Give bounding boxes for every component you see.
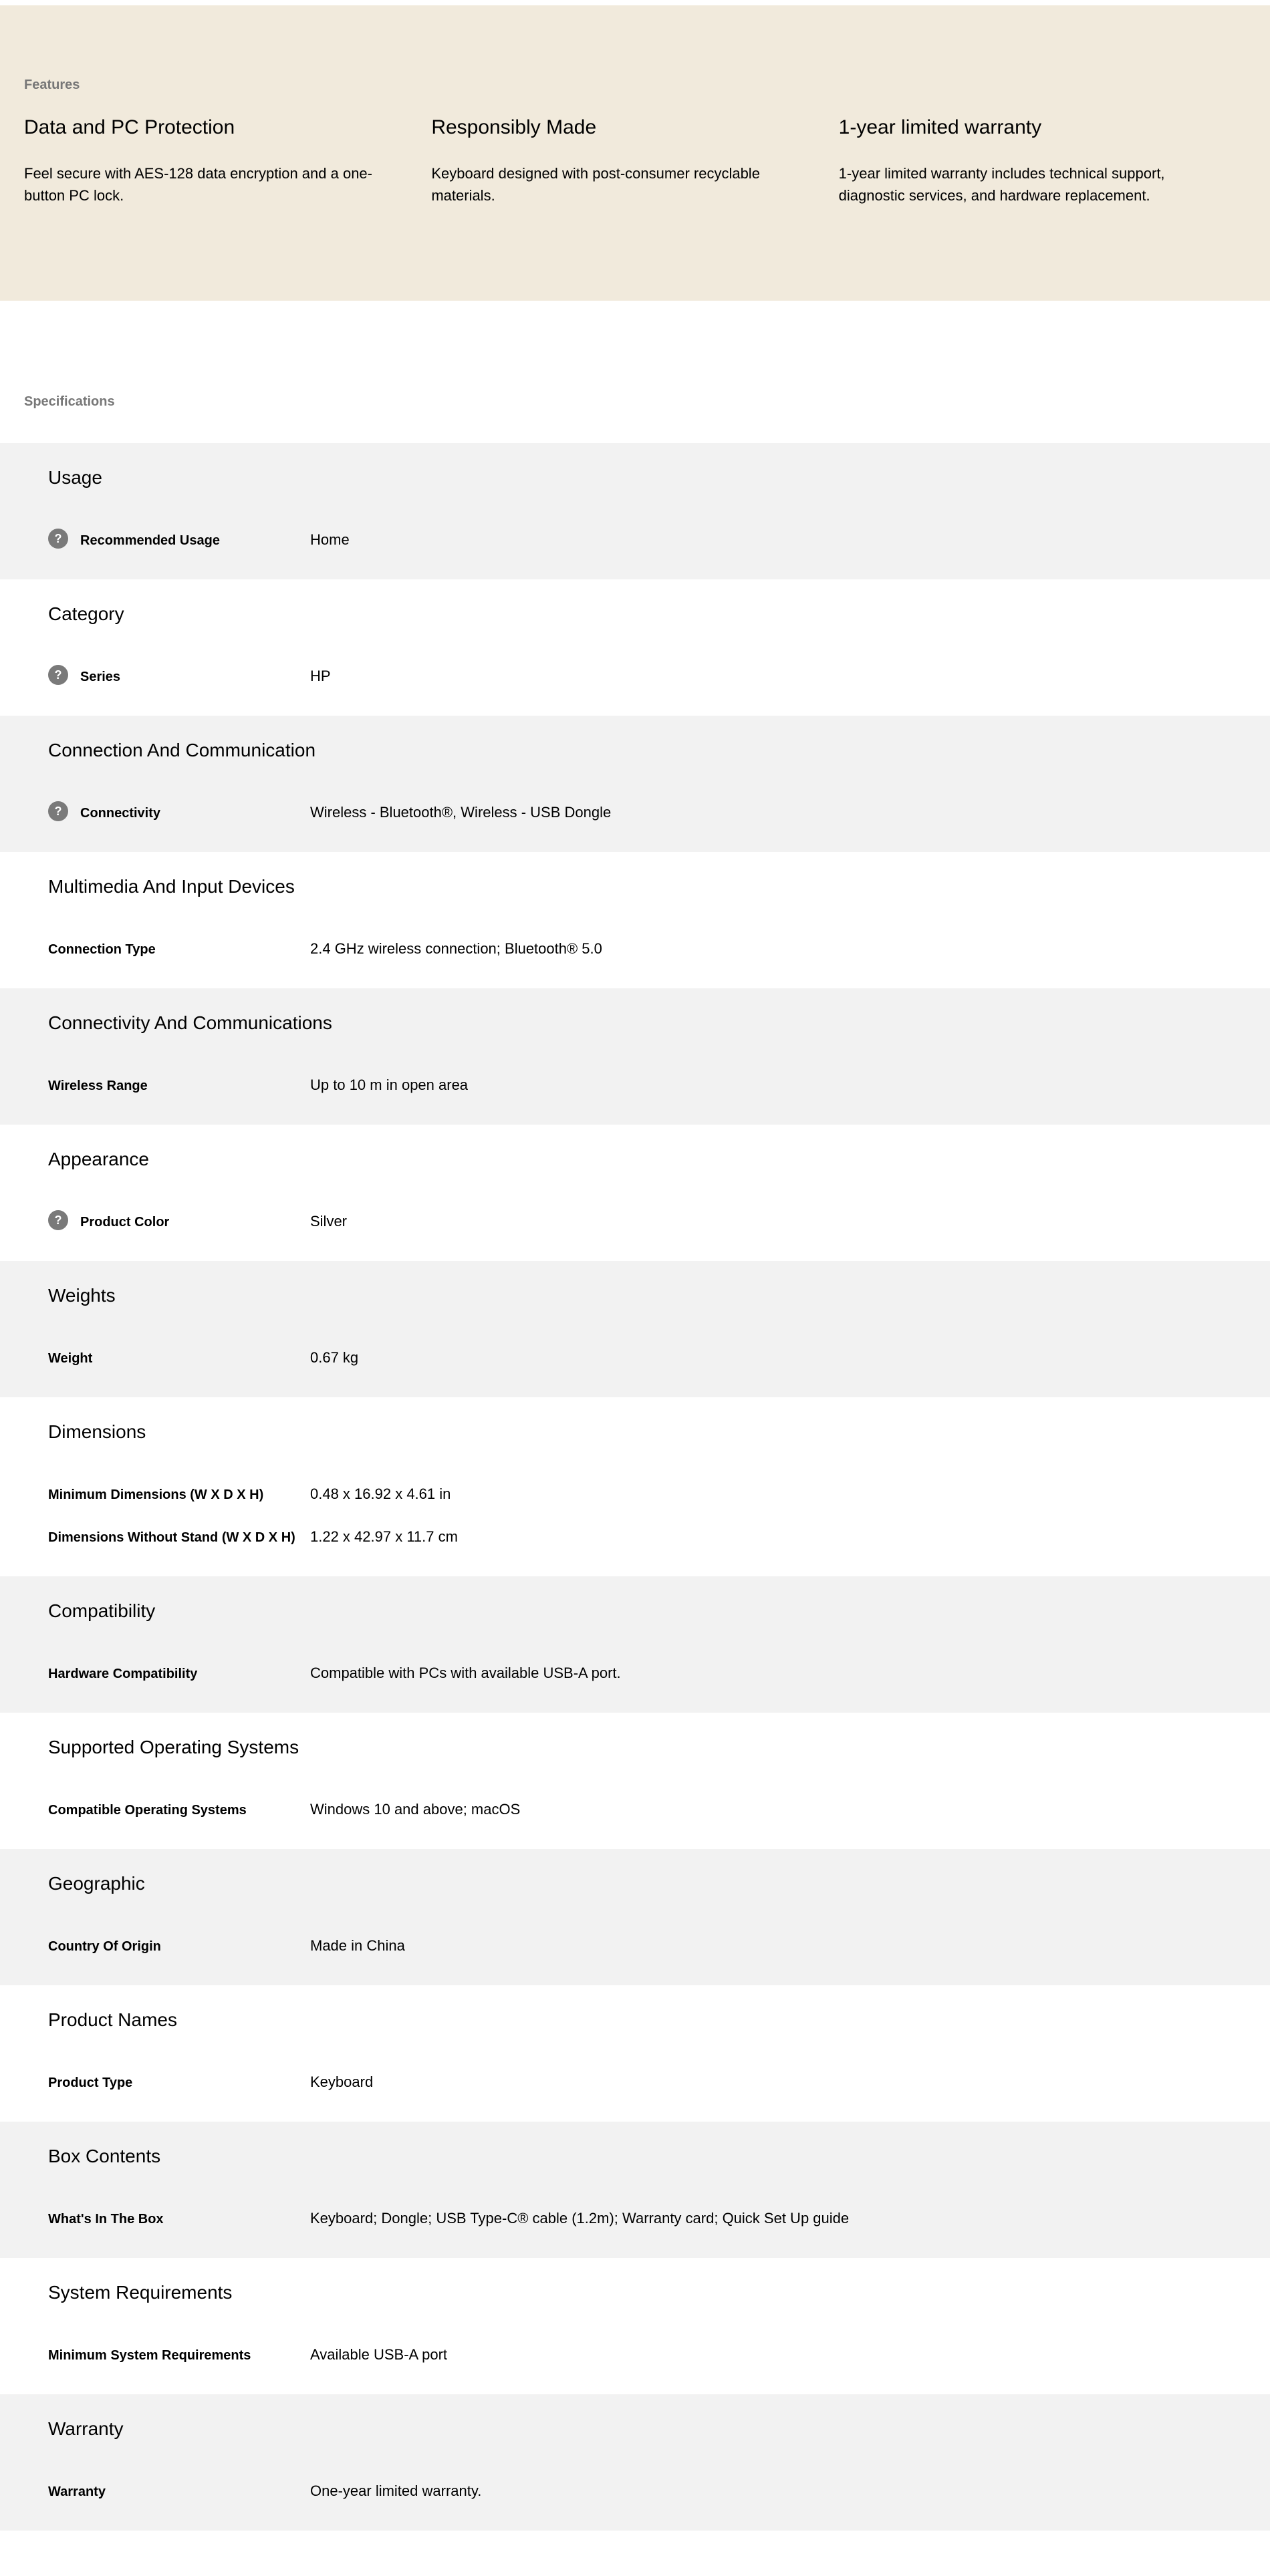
spec-label-cell xyxy=(48,2481,310,2502)
spec-group-title: Connectivity And Communications xyxy=(48,1012,332,1033)
spec-label-cell xyxy=(48,2345,310,2366)
spec-label: Series xyxy=(80,670,121,684)
spec-label: Weight xyxy=(48,1351,93,1366)
spec-rows xyxy=(48,1308,1270,1397)
spec-value: Keyboard; Dongle; USB Type-C® cable (1.2m); Warranty card; Quick Set Up guide xyxy=(310,2210,850,2227)
spec-group xyxy=(0,1713,1270,1849)
top-spacer xyxy=(0,0,1270,5)
spec-label: Dimensions Without Stand (W X D X H) xyxy=(48,1530,295,1545)
spec-group-title: Compatibility xyxy=(48,1600,156,1621)
spec-rows xyxy=(48,1623,1270,1713)
spec-rows xyxy=(48,762,1270,852)
spec-group xyxy=(0,852,1270,988)
spec-group-title: System Requirements xyxy=(48,2282,233,2303)
spec-label: Recommended Usage xyxy=(80,533,220,548)
spec-group-title: Warranty xyxy=(48,2418,124,2439)
spec-value: Keyboard xyxy=(310,2073,374,2090)
spec-group xyxy=(0,1849,1270,1985)
feature-text: Feel secure with AES-128 data encryption and a one-button PC lock. xyxy=(24,165,372,204)
spec-value: Silver xyxy=(310,1213,348,1230)
spec-group xyxy=(0,2258,1270,2394)
spec-label-cell xyxy=(48,1800,310,1821)
spec-group xyxy=(0,1576,1270,1713)
spec-rows xyxy=(48,2305,1270,2394)
spec-label: Product Color xyxy=(80,1215,170,1230)
spec-rows xyxy=(48,2168,1270,2258)
spec-value: Windows 10 and above; macOS xyxy=(310,1801,521,1818)
spec-label: Wireless Range xyxy=(48,1079,148,1093)
feature-text: 1-year limited warranty includes technical support, diagnostic services, and hardware replacement. xyxy=(838,165,1165,204)
spec-label-cell xyxy=(48,803,310,824)
spec-rows xyxy=(48,1171,1270,1261)
spec-value: Home xyxy=(310,531,350,548)
spec-group-title: Appearance xyxy=(48,1149,150,1169)
spec-value: HP xyxy=(310,668,331,684)
spec-row xyxy=(48,1075,1270,1097)
spec-label-cell xyxy=(48,2208,310,2230)
spec-row xyxy=(48,1484,1270,1506)
spec-label: Connectivity xyxy=(80,806,161,821)
spec-rows xyxy=(48,1759,1270,1849)
spec-value: 2.4 GHz wireless connection; Bluetooth® 5.0 xyxy=(310,940,602,957)
spec-value: 0.67 kg xyxy=(310,1349,359,1366)
spec-label: Compatible Operating Systems xyxy=(48,1803,247,1818)
spec-label: Connection Type xyxy=(48,942,156,957)
features-grid xyxy=(24,116,1246,206)
spec-label-cell xyxy=(48,1211,310,1233)
spec-group-title: Category xyxy=(48,603,124,624)
spec-row xyxy=(48,1348,1270,1369)
spec-value: Wireless - Bluetooth®, Wireless - USB Dongle xyxy=(310,804,612,821)
specifications-header xyxy=(0,301,1270,443)
spec-label: Hardware Compatibility xyxy=(48,1667,198,1681)
help-icon[interactable]: ? xyxy=(48,529,68,549)
spec-rows xyxy=(48,626,1270,716)
feature-title: 1-year limited warranty xyxy=(838,116,1042,138)
spec-group xyxy=(0,1397,1270,1576)
spec-label-cell xyxy=(48,1348,310,1369)
spec-group-title: Weights xyxy=(48,1285,116,1306)
spec-rows xyxy=(48,1444,1270,1576)
spec-group xyxy=(0,988,1270,1125)
spec-group-title: Usage xyxy=(48,467,102,488)
spec-value: Up to 10 m in open area xyxy=(310,1077,469,1093)
features-section xyxy=(0,5,1270,301)
spec-label-cell xyxy=(48,1527,310,1548)
spec-value: 0.48 x 16.92 x 4.61 in xyxy=(310,1485,451,1502)
spec-row xyxy=(48,2208,1270,2230)
spec-label: Minimum System Requirements xyxy=(48,2348,251,2363)
spec-group xyxy=(0,443,1270,579)
spec-label-cell xyxy=(48,1484,310,1506)
feature-card-responsibly-made xyxy=(431,116,838,206)
spec-value: Available USB-A port xyxy=(310,2346,448,2363)
spec-group xyxy=(0,579,1270,716)
spec-row xyxy=(48,1663,1270,1685)
spec-row xyxy=(48,939,1270,960)
spec-label-cell xyxy=(48,2072,310,2094)
spec-rows xyxy=(48,899,1270,988)
spec-group xyxy=(0,2394,1270,2531)
help-icon[interactable]: ? xyxy=(48,801,68,821)
spec-row xyxy=(48,2481,1270,2502)
spec-rows xyxy=(48,2032,1270,2122)
spec-value: 1.22 x 42.97 x 11.7 cm xyxy=(310,1528,458,1545)
spec-row xyxy=(48,2072,1270,2094)
specifications-eyebrow: Specifications xyxy=(24,394,115,409)
spec-label: Country Of Origin xyxy=(48,1939,161,1954)
spec-group-title: Connection And Communication xyxy=(48,740,316,760)
feature-text: Keyboard designed with post-consumer recyclable materials. xyxy=(431,165,760,204)
spec-label: Product Type xyxy=(48,2076,133,2090)
spec-row xyxy=(48,1211,1270,1233)
spec-group-title: Supported Operating Systems xyxy=(48,1737,299,1757)
spec-group xyxy=(0,1985,1270,2122)
spec-group xyxy=(0,1261,1270,1397)
feature-card-data-protection xyxy=(24,116,431,206)
spec-group-title: Multimedia And Input Devices xyxy=(48,876,295,897)
spec-label-cell xyxy=(48,1936,310,1957)
bottom-spacer xyxy=(0,2531,1270,2553)
spec-row xyxy=(48,2345,1270,2366)
spec-value: Made in China xyxy=(310,1937,405,1954)
spec-label: Warranty xyxy=(48,2484,106,2499)
spec-label-cell xyxy=(48,1075,310,1097)
spec-row xyxy=(48,530,1270,551)
spec-label: What's In The Box xyxy=(48,2212,164,2227)
spec-row xyxy=(48,1800,1270,1821)
feature-card-warranty xyxy=(839,116,1246,206)
spec-group-title: Dimensions xyxy=(48,1421,146,1442)
feature-title: Responsibly Made xyxy=(431,116,597,138)
help-icon[interactable]: ? xyxy=(48,1210,68,1230)
spec-group xyxy=(0,716,1270,852)
spec-row xyxy=(48,1936,1270,1957)
help-icon[interactable]: ? xyxy=(48,665,68,685)
specifications-list xyxy=(0,443,1270,2531)
spec-value: Compatible with PCs with available USB-A port. xyxy=(310,1665,621,1681)
spec-rows xyxy=(48,1896,1270,1985)
spec-group-title: Box Contents xyxy=(48,2146,161,2166)
spec-group xyxy=(0,1125,1270,1261)
spec-rows xyxy=(48,2441,1270,2531)
spec-label-cell xyxy=(48,939,310,960)
spec-group-title: Product Names xyxy=(48,2009,177,2030)
spec-row xyxy=(48,1527,1270,1548)
spec-label-cell xyxy=(48,666,310,688)
features-eyebrow: Features xyxy=(24,78,80,92)
spec-label: Minimum Dimensions (W X D X H) xyxy=(48,1487,264,1502)
spec-label-cell xyxy=(48,1663,310,1685)
spec-rows xyxy=(48,490,1270,579)
spec-group xyxy=(0,2122,1270,2258)
spec-rows xyxy=(48,1035,1270,1125)
feature-title: Data and PC Protection xyxy=(24,116,235,138)
spec-label-cell xyxy=(48,530,310,551)
spec-row xyxy=(48,803,1270,824)
spec-group-title: Geographic xyxy=(48,1873,145,1894)
spec-row xyxy=(48,666,1270,688)
spec-value: One-year limited warranty. xyxy=(310,2482,482,2499)
